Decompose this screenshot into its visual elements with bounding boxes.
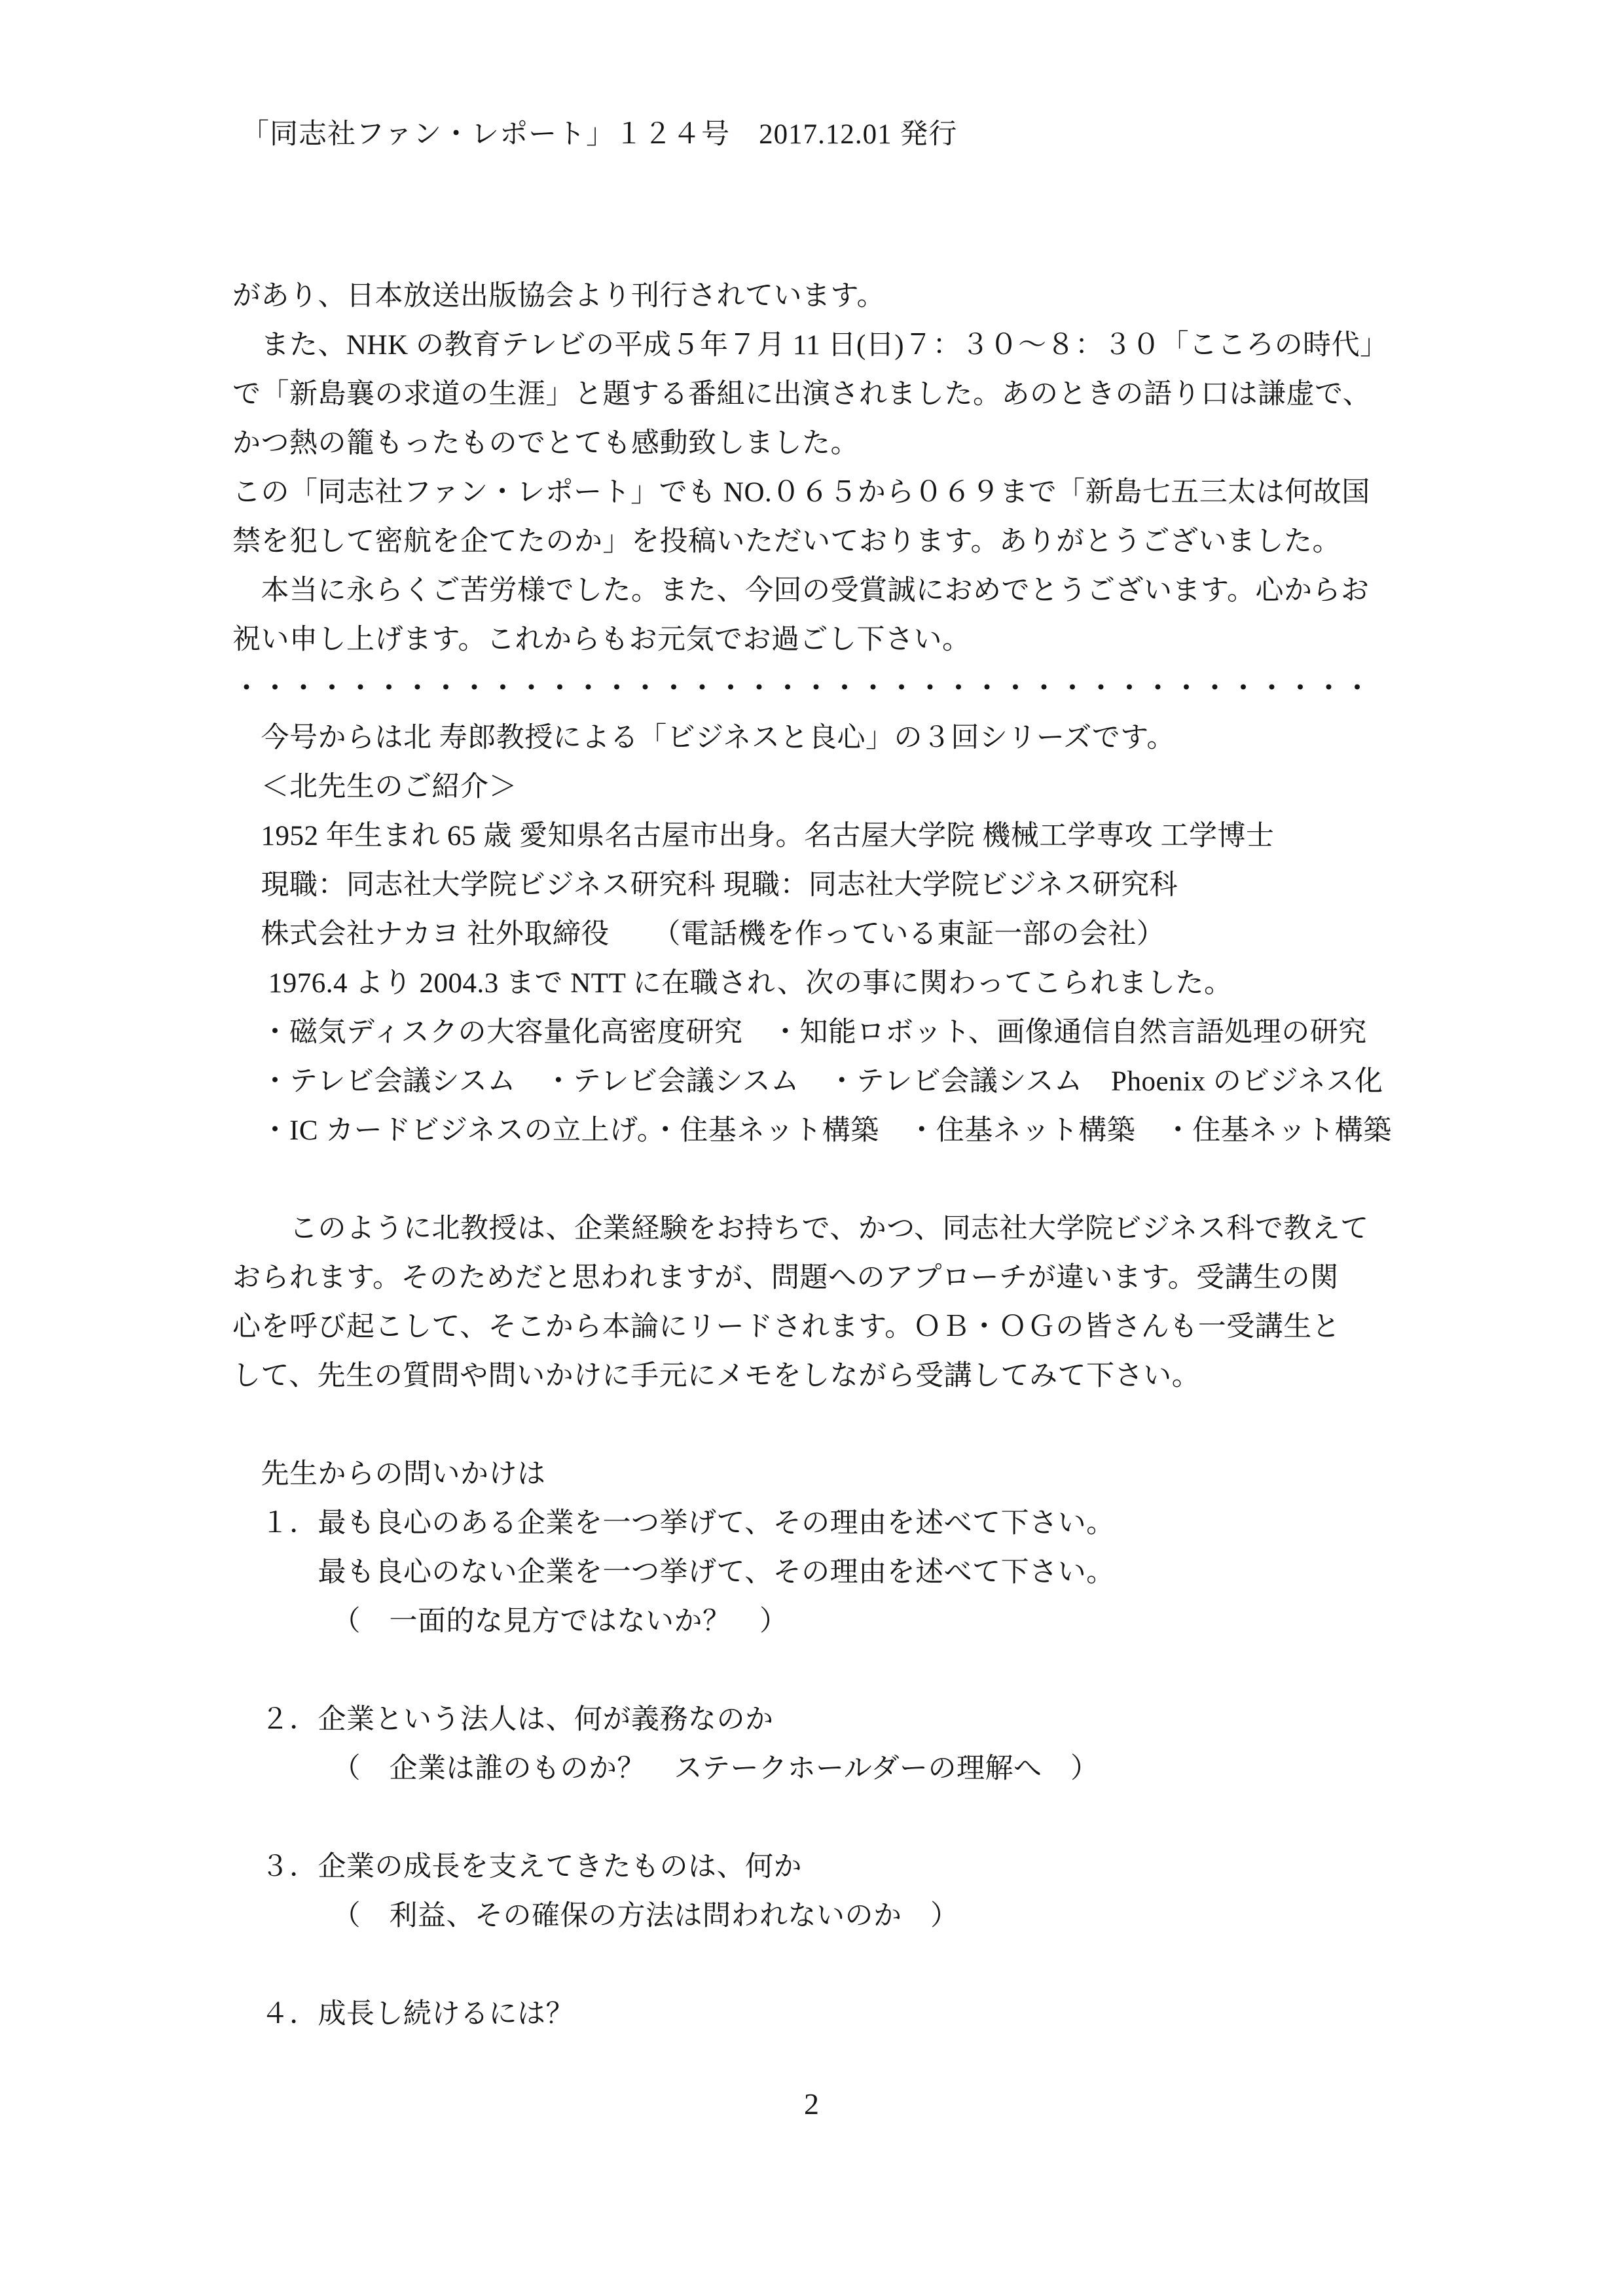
text-line: 1952 年生まれ 65 歳 愛知県名古屋市出身。名古屋大学院 機械工学専攻 工学博士 [232,821,1275,852]
text-line: ・IC カードビジネスの立上げ。・住基ネット構築 ・住基ネット構築 ・住基ネット構築 [232,1115,1392,1146]
text-line: このように北教授は、企業経験をお持ちで、かつ、同志社大学院ビジネス科で教えて [232,1213,1369,1244]
page-number: 2 [804,2087,819,2121]
text-line: （ 利益、その確保の方法は問われないのか ） [232,1901,959,1931]
text-line: ・テレビ会議シスム ・テレビ会議シスム ・テレビ会議シスム Phoenix のビジネス化 [232,1066,1383,1097]
text-line: ＜北先生のご紹介＞ [232,772,517,802]
blank-line [232,1941,1417,1990]
text-line: があり、日本放送出版協会より刊行されています。 [232,281,886,312]
text-line: また、NHK の教育テレビの平成５年７月 11 日(日)７：３０～８：３０「こころの時代」 [232,330,1389,361]
text-line: 心を呼び起こして、そこから本論にリードされます。ＯＢ・ＯＧの皆さんも一受講生と [232,1312,1341,1342]
text-line: （ 企業は誰のものか？ ステークホールダーの理解へ ） [232,1753,1099,1784]
text-line: ・・・・・・・・・・・・・・・・・・・・・・・・・・・・・・・・・・・・・・・・ [232,673,1372,704]
blank-line [232,1793,1417,1842]
text-line: ３．企業の成長を支えてきたものは、何か [232,1852,802,1882]
text-line: 今号からは北 寿郎教授による「ビジネスと良心」の３回シリーズです。 [232,723,1175,753]
text-line: １．最も良心のある企業を一つ挙げて、その理由を述べて下さい。 [232,1508,1115,1539]
blank-line [232,1646,1417,1695]
text-line: 祝い申し上げます。これからもお元気でお過ごし下さい。 [232,624,971,655]
text-line: 株式会社ナカヨ 社外取締役 （電話機を作っている東証一部の会社） [232,919,1165,950]
document-body [232,272,1417,2039]
text-line: 最も良心のない企業を一つ挙げて、その理由を述べて下さい。 [232,1557,1115,1588]
text-line: で「新島襄の求道の生涯」と題する番組に出演されました。あのときの語り口は謙虚で、 [232,379,1372,410]
text-line: して、先生の質問や問いかけに手元にメモをしながら受講してみて下さい。 [232,1361,1201,1391]
text-line: 1976.4 より 2004.3 まで NTT に在職され、次の事に関わってこられました。 [232,968,1233,999]
text-line: 本当に永らくご苦労様でした。また、今回の受賞誠におめでとうございます。心からお [232,575,1370,606]
text-line: 先生からの問いかけは [232,1459,546,1490]
text-line: （ 一面的な見方ではないか？ ） [232,1606,788,1637]
text-line: おられます。そのためだと思われますが、問題へのアプローチが違います。受講生の関 [232,1263,1339,1293]
page-header: 「同志社ファン・レポート」１２４号 2017.12.01 発行 [241,119,958,150]
blank-line [232,1401,1417,1450]
blank-line [232,1155,1417,1204]
text-line: 現職：同志社大学院ビジネス研究科 現職：同志社大学院ビジネス研究科 [232,870,1178,901]
text-line: この「同志社ファン・レポート」でも NO.０６５から０６９まで「新島七五三太は何故国 [232,477,1370,508]
text-line: ・磁気ディスクの大容量化高密度研究 ・知能ロボット、画像通信自然言語処理の研究 [232,1017,1367,1048]
text-line: 禁を犯して密航を企てたのか」を投稿いただいております。ありがとうございました。 [232,526,1341,557]
text-line: ２．企業という法人は、何が義務なのか [232,1704,774,1735]
text-line: ４．成長し続けるには？ [232,1999,574,2030]
text-line: かつ熱の籠もったものでとても感動致しました。 [232,428,859,459]
